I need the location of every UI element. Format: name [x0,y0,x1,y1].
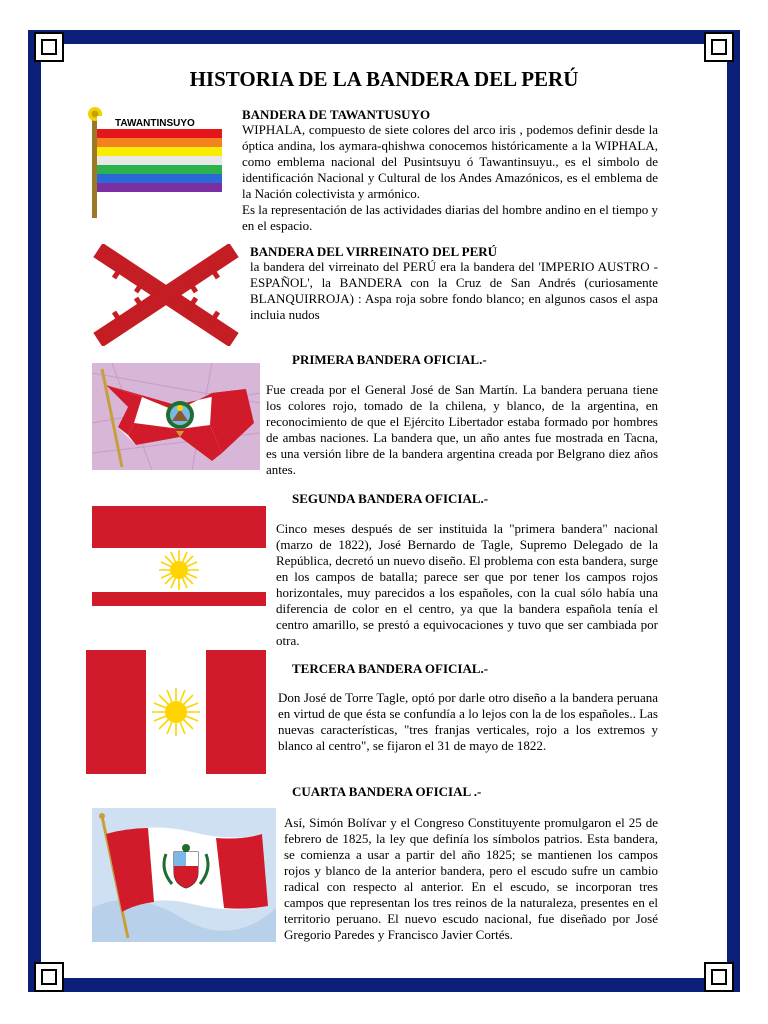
corner-ornament-top-left [34,32,64,62]
section-text-tawantinsuyu [242,122,658,234]
fourth-official-flag-image [92,808,276,942]
first-official-flag-image [92,363,260,470]
paragraph: Cinco meses después de ser instituida la "primera bandera" nacional (marzo de 1822), José Bernardo de Tagle, Supremo Delegado de la República, decretó un nuevo diseño. El problema con esta bandera, surge en los campos de batalla; parece ser que por tener los campos rojos horizontales, muy parecidos a los españoles, con la cual sólo había una diferencia de color en el centro, ya que la bandera española tenía el centro amarillo, se prestó a equivocaciones y tuvo que ser cambiada por otra. [276,521,658,648]
paragraph: Fue creada por el General José de San Martín. La bandera peruana tiene los colores rojo, tomado de la chilena, y blanco, de la argentina, en reconocimiento de que el Ejército Libertador estaba formado por hombres de ambas naciones. La bandera que, un año antes fue mostrada en Tacna, es una versión libre de la bandera argentina creada por Belgrano diez años antes. [266,382,658,477]
third-official-flag-image [86,650,266,774]
section-text-segunda [276,521,658,649]
section-text-cuarta [284,815,658,943]
burgundy-cross-flag-image [92,244,240,346]
wiphala-label: TAWANTINSUYO [115,118,195,129]
paragraph: la bandera del virreinato del PERÚ era la bandera del 'IMPERIO AUSTRO - ESPAÑOL', la BANDERA con la Cruz de San Andrés (curiosamente BLANQUIRROJA) : Aspa roja sobre fondo blanco; en algunos casos el aspa incluia nudos [250,259,658,322]
second-official-flag-image [92,506,266,606]
section-heading-virreinato: BANDERA DEL VIRREINATO DEL PERÚ [250,244,498,259]
corner-ornament-bottom-left [34,962,64,992]
corner-ornament-top-right [704,32,734,62]
section-text-virreinato [250,259,658,323]
section-heading-cuarta: CUARTA BANDERA OFICIAL .- [292,784,482,799]
paragraph: WIPHALA, compuesto de siete colores del arco iris , podemos definir desde la óptica andina, los aymara-qhishwa conocemos históricamente a la WIPHALA, como emblema nacional del Pusintsuyu ó Tawantinsuyu., es el simbolo de identificación Nacional y Cultural de los Andes Amazónicos, es el emblema de la Nación colectivista y armónico. [242,122,658,201]
section-text-primera [266,382,658,478]
page-title: HISTORIA DE LA BANDERA DEL PERÚ [189,67,579,91]
section-heading-tercera: TERCERA BANDERA OFICIAL.- [292,661,489,676]
corner-ornament-bottom-right [704,962,734,992]
section-text-tercera [278,690,658,754]
section-heading-segunda: SEGUNDA BANDERA OFICIAL.- [292,491,489,506]
section-heading-primera: PRIMERA BANDERA OFICIAL.- [292,352,487,367]
paragraph: Así, Simón Bolívar y el Congreso Constituyente promulgaron el 25 de febrero de 1825, la ley que definía los símbolos patrios. Esta bandera, se comienza a usar a partir del año 1825; se mantienen los campos rojos y blanco de la anterior bandera, pero el escudo sufre un cambio radical con respecto al anterior. En el escudo, se incorporan tres campos que representan los tres reinos de la naturaleza, presentes en el territorio peruano. El nuevo escudo nacional, fue diseñado por José Gregorio Paredes y Francisco Javier Cortés. [284,815,658,942]
paragraph: Es la representación de las actividades diarias del hombre andino en el tiempo y en el espacio. [242,202,658,233]
section-heading-tawantinsuyu: BANDERA DE TAWANTUSUYO [242,107,431,122]
wiphala-flag-image [86,104,226,219]
paragraph: Don José de Torre Tagle, optó por darle otro diseño a la bandera peruana en virtud de que ésta se confundía a lo lejos con la de los españoles.. Las nuevas características, "tres franjas verticales, rojo a los extremos y blanco al centro", se fijaron el 31 de mayo de 1822. [278,690,658,753]
